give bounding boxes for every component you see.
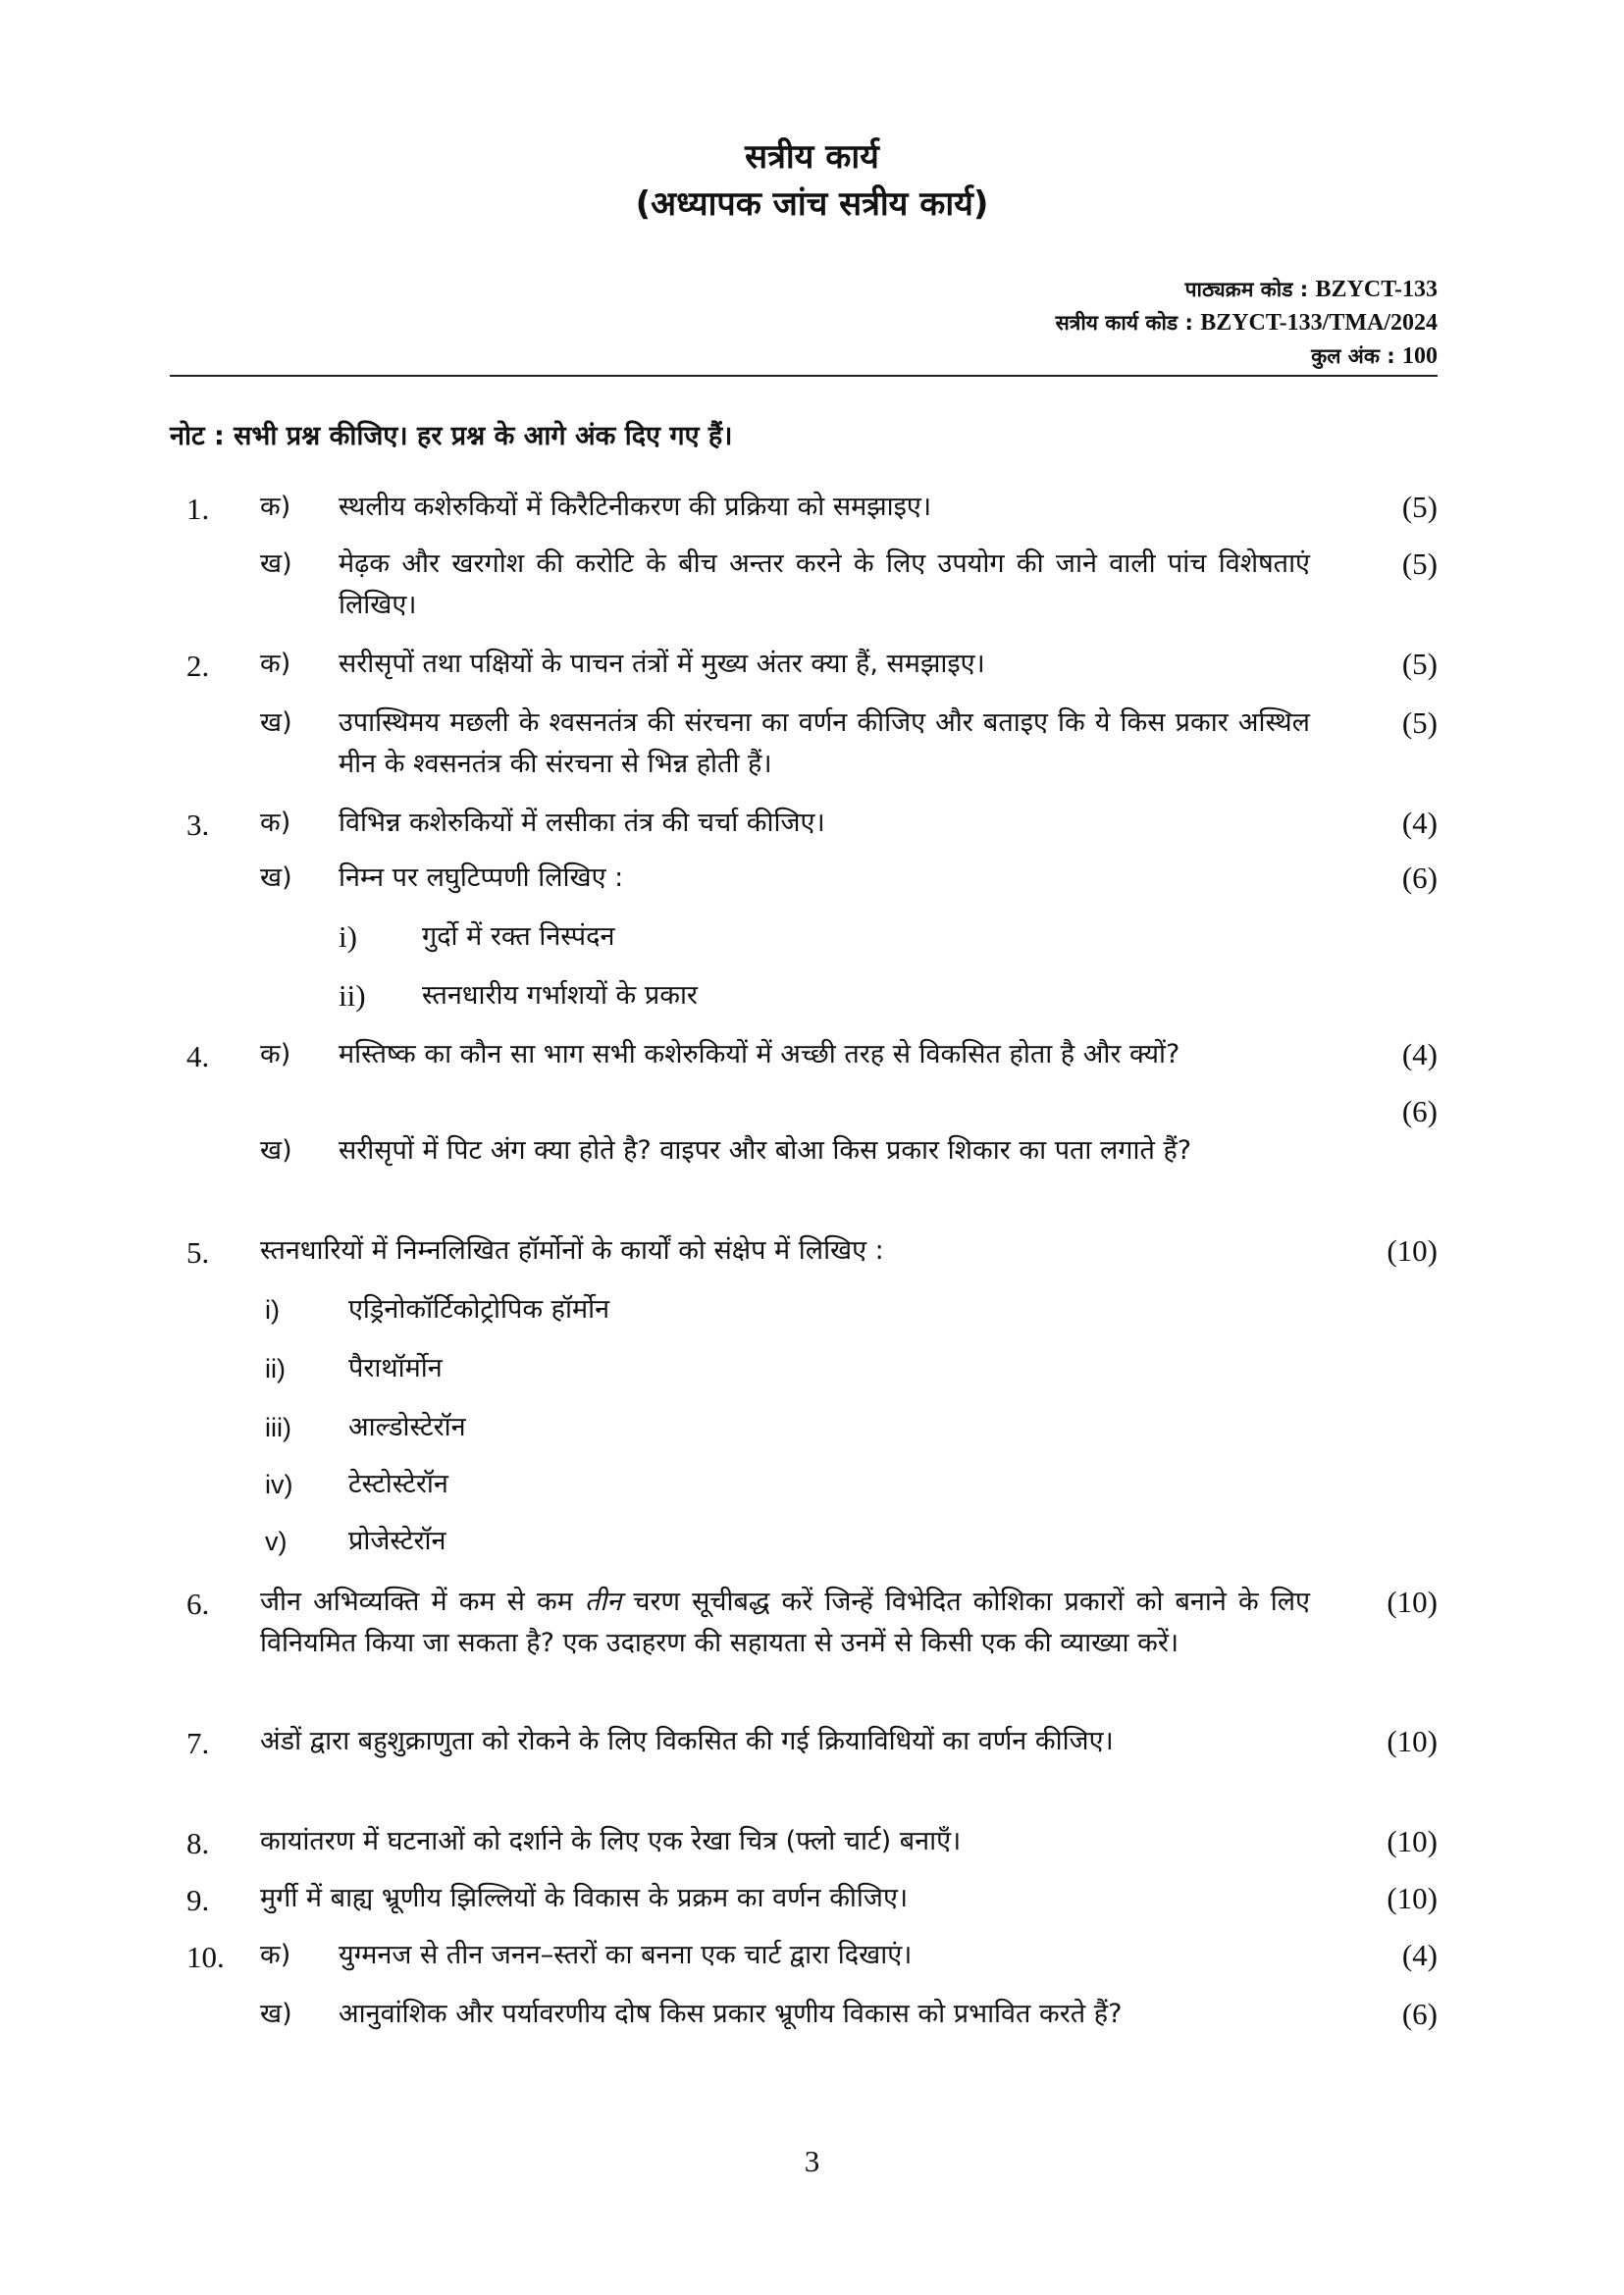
question-text: कायांतरण में घटनाओं को दर्शाने के लिए एक रेखा चित्र (फ्लो चार्ट) बनाएँ। — [260, 1826, 962, 1856]
part-label: ख) — [260, 1999, 292, 2029]
question-text: मुर्गी में बाह्य भ्रूणीय झिल्लियों के विकास के प्रक्रम का वर्णन कीजिए। — [260, 1883, 909, 1913]
question-marks: (6) — [1401, 1997, 1438, 2031]
question-text-start: जीन अभिव्यक्ति में कम से कम — [260, 1587, 585, 1617]
total-marks: 100 — [1402, 343, 1438, 369]
question-number: 6. — [186, 1587, 210, 1621]
part-label: क) — [260, 649, 291, 679]
question-text: सरीसृपों में पिट अंग क्या होते है? वाइपर और बोआ किस प्रकार शिकार का पता लगाते हैं? — [339, 1135, 1192, 1166]
question-marks: (10) — [1387, 1881, 1438, 1915]
question-marks: (4) — [1401, 806, 1438, 840]
question-marks: (4) — [1401, 1938, 1438, 1972]
sub-item-label: iii) — [265, 1413, 291, 1442]
page-number: 3 — [804, 2144, 820, 2178]
question-text: निम्न पर लघुटिप्पणी लिखिए : — [339, 862, 624, 893]
question-text: विभिन्न कशेरुकियों में लसीका तंत्र की चर्चा कीजिए। — [339, 808, 825, 838]
question-number: 4. — [186, 1039, 210, 1073]
part-label: ख) — [260, 1135, 292, 1166]
sub-item-label: i) — [265, 1295, 280, 1325]
question-marks: (10) — [1387, 1724, 1438, 1758]
question-number: 7. — [186, 1726, 210, 1760]
question-marks: (10) — [1387, 1824, 1438, 1858]
question-marks: (5) — [1401, 647, 1438, 681]
part-label: क) — [260, 492, 291, 522]
sub-item-label: v) — [265, 1527, 288, 1556]
sub-item-text: टेस्टोस्टेरॉन — [348, 1469, 448, 1499]
part-label: क) — [260, 1039, 291, 1069]
course-code-label: पाठ्यक्रम कोड : — [1184, 278, 1309, 301]
question-text: उपास्थिमय मछली के श्वसनतंत्र की संरचना का वर्णन कीजिए और बताइए कि ये किस प्रकार अस्थिल मीन के श्वसनतंत्र की संरचना से भिन्न होती हैं। — [339, 707, 1310, 779]
question-text-emphasis: तीन — [584, 1587, 622, 1617]
question-number: 8. — [186, 1826, 210, 1860]
question-marks: (5) — [1401, 705, 1438, 740]
sub-item-text: आल्डोस्टेरॉन — [348, 1412, 466, 1442]
question-number: 2. — [186, 649, 210, 683]
sub-item-label: iv) — [265, 1470, 293, 1499]
assignment-code-label: सत्रीय कार्य कोड : — [1055, 311, 1193, 335]
question-text: मस्तिष्क का कौन सा भाग सभी कशेरुकियों में अच्छी तरह से विकसित होता है और क्यों? — [339, 1039, 1180, 1069]
part-label: ख) — [260, 548, 292, 579]
question-text: सरीसृपों तथा पक्षियों के पाचन तंत्रों में मुख्य अंतर क्या हैं, समझाइए। — [339, 649, 985, 679]
question-marks: (5) — [1401, 547, 1438, 581]
header-divider — [170, 375, 1438, 377]
sub-item-label: ii) — [339, 978, 366, 1013]
sub-item-text: गुर्दो में रक्त निस्पंदन — [422, 921, 615, 952]
question-number: 10. — [186, 1940, 225, 1974]
course-code: BZYCT-133 — [1315, 277, 1438, 302]
assignment-code-line — [554, 308, 1438, 339]
question-text: आनुवांशिक और पर्यावरणीय दोष किस प्रकार भ्रूणीय विकास को प्रभावित करते हैं? — [339, 1999, 1123, 2029]
question-marks: (10) — [1387, 1585, 1438, 1619]
sub-item-label: ii) — [265, 1354, 286, 1383]
question-text: युग्मनज से तीन जनन–स्तरों का बनना एक चार्ट द्वारा दिखाएं। — [339, 1940, 913, 1970]
question-text: मेढ़क और खरगोश की करोटि के बीच अन्तर करने के लिए उपयोग की जाने वाली पांच विशेषताएं लिखिए। — [339, 548, 1310, 620]
total-marks-line — [554, 341, 1438, 372]
total-marks-label: कुल अंक : — [1311, 344, 1395, 368]
sub-item-text: स्तनधारीय गर्भाशयों के प्रकार — [422, 980, 698, 1011]
instructions-note: नोट : सभी प्रश्न कीजिए। हर प्रश्न के आगे अंक दिए गए हैं। — [170, 421, 733, 451]
question-number: 1. — [186, 492, 210, 526]
question-text — [260, 1582, 1310, 1664]
question-marks: (6) — [1401, 861, 1438, 895]
course-code-line — [554, 275, 1438, 305]
part-label: क) — [260, 1940, 291, 1970]
part-label: ख) — [260, 707, 292, 738]
sub-item-text: प्रोजेस्टेरॉन — [348, 1526, 446, 1556]
part-label: क) — [260, 808, 291, 838]
question-number: 9. — [186, 1883, 210, 1917]
sub-item-text: पैराथॉर्मोन — [348, 1353, 443, 1383]
question-text: अंडों द्वारा बहुशुक्राणुता को रोकने के लिए विकसित की गई क्रियाविधियों का वर्णन कीजिए। — [260, 1726, 1114, 1756]
question-marks: (6) — [1401, 1094, 1438, 1128]
question-marks: (4) — [1401, 1037, 1438, 1071]
question-number: 3. — [186, 808, 210, 842]
page-subtitle: (अध्यापक जांच सत्रीय कार्य) — [635, 184, 989, 224]
question-text-end: चरण सूचीबद्ध करें जिन्हें विभेदित कोशिका प्रकारों को बनाने के लिए विनियमित किया जा सकता है? एक उदाहरण की सहायता से उनमें से किसी एक की व्याख्या करें। — [260, 1587, 1310, 1658]
question-number: 5. — [186, 1235, 210, 1270]
question-marks: (5) — [1401, 490, 1438, 524]
assignment-code: BZYCT-133/TMA/2024 — [1200, 310, 1438, 336]
part-label: ख) — [260, 862, 292, 893]
page-title: सत्रीय कार्य — [745, 137, 879, 177]
sub-item-text: एड्रिनोकॉर्टिकोट्रोपिक हॉर्मोन — [348, 1294, 610, 1325]
question-marks: (10) — [1387, 1233, 1438, 1268]
question-text: स्थलीय कशेरुकियों में किरैटिनीकरण की प्रक्रिया को समझाइए। — [339, 492, 932, 522]
sub-item-label: i) — [339, 919, 357, 954]
question-text: स्तनधारियों में निम्नलिखित हॉर्मोनों के कार्यों को संक्षेप में लिखिए : — [260, 1235, 884, 1266]
